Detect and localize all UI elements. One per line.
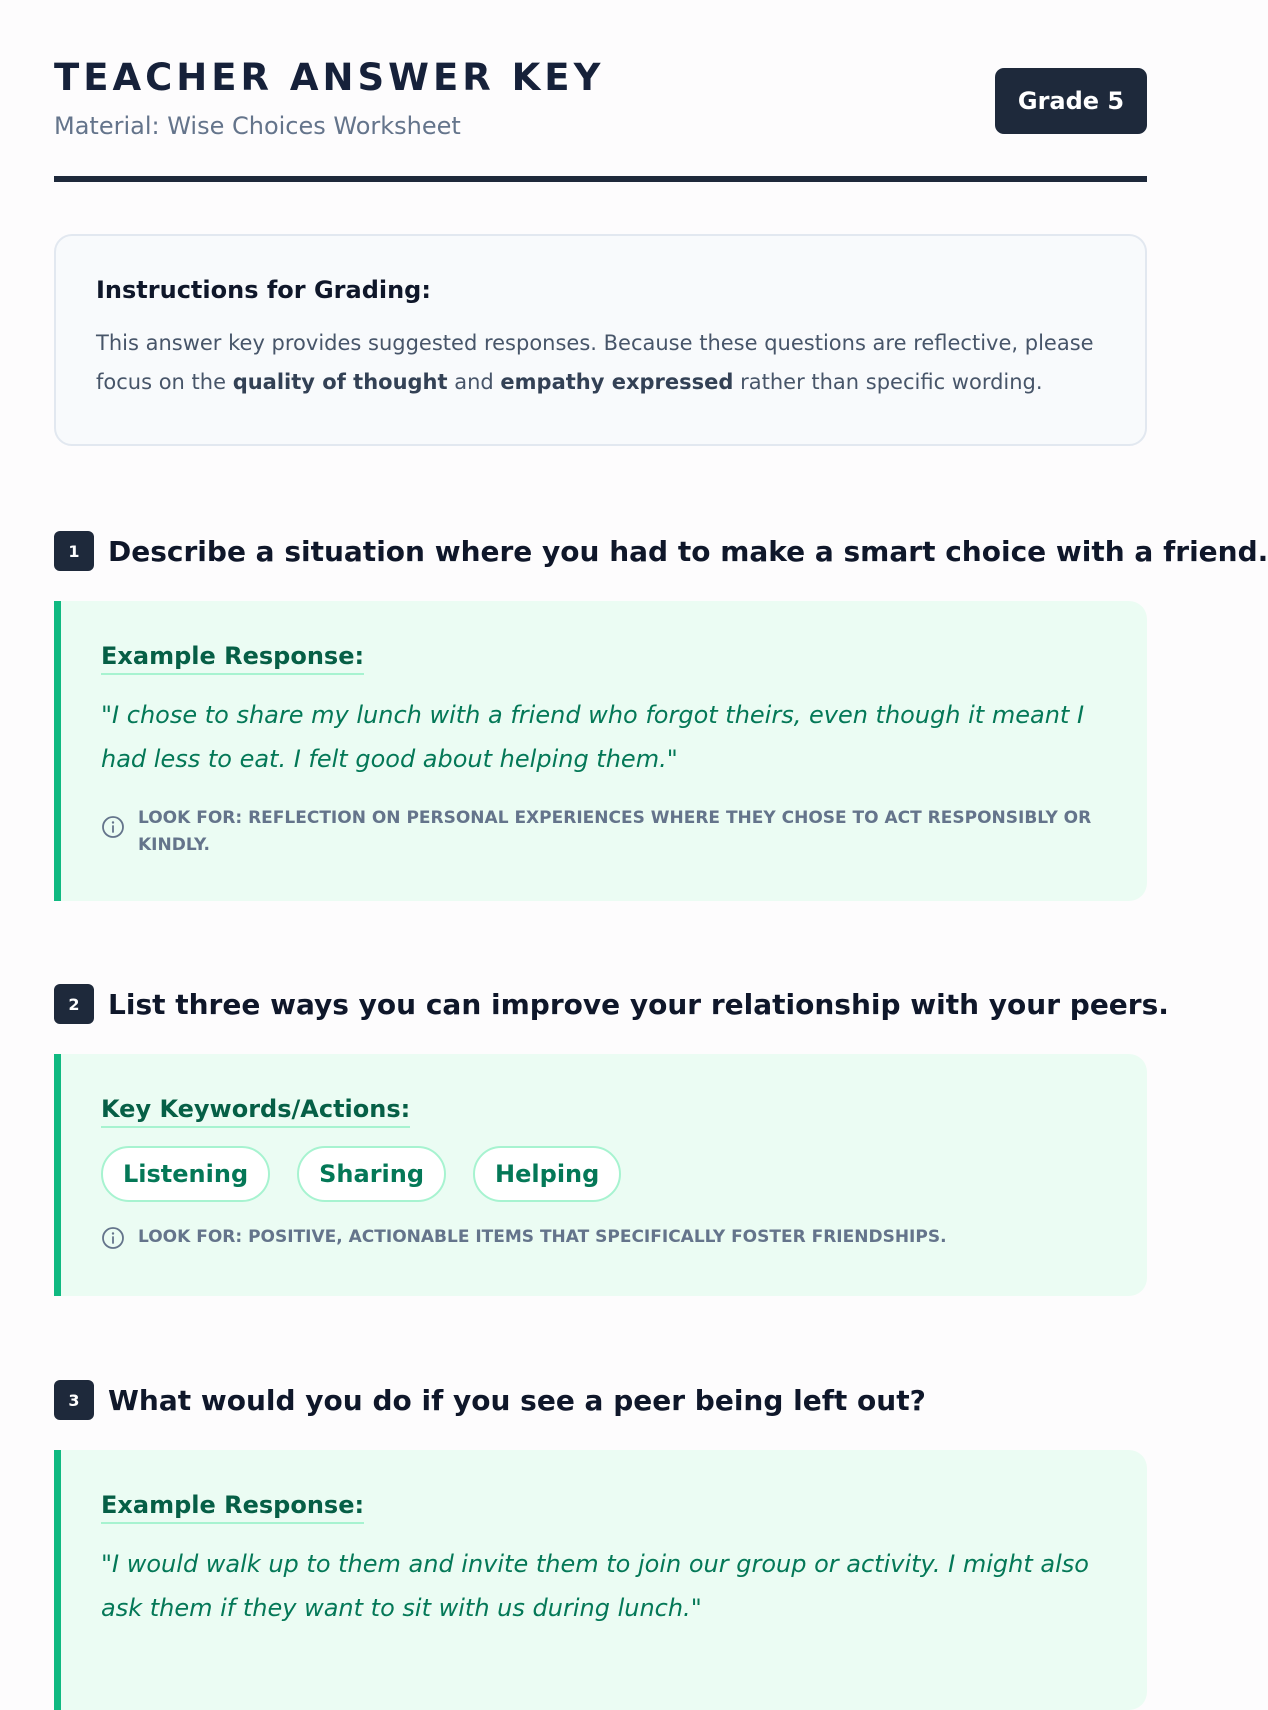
- question-number-badge: 1: [54, 531, 94, 571]
- instructions-title: Instructions for Grading:: [96, 276, 431, 304]
- keyword-chips: [101, 1146, 1107, 1202]
- question-text: Describe a situation where you had to make a smart choice with a friend.: [108, 534, 1268, 568]
- look-for-text: LOOK FOR: REFLECTION ON PERSONAL EXPERIENCES WHERE THEY CHOSE TO ACT RESPONSIBLY OR KINDLY.: [138, 808, 1092, 855]
- instructions-emphasis: empathy expressed: [500, 370, 734, 394]
- answer-box-3: [54, 1450, 1147, 1710]
- answer-label: Example Response:: [101, 641, 364, 675]
- look-for-note: [101, 805, 1107, 859]
- page-subtitle: Material: Wise Choices Worksheet: [54, 112, 461, 140]
- question-1: [54, 531, 1268, 571]
- question-3: [54, 1380, 1147, 1420]
- grade-badge: Grade 5: [995, 68, 1147, 134]
- keyword-chip: Sharing: [297, 1146, 446, 1202]
- instructions-text: and: [447, 370, 501, 394]
- question-text: List three ways you can improve your relationship with your peers.: [108, 987, 1169, 1021]
- example-response-text: "I would walk up to them and invite them to join our group or activity. I might also ask them if they want to sit with us during lunch.": [101, 1550, 1089, 1622]
- look-for-note: [101, 1224, 1107, 1251]
- question-number-badge: 2: [54, 984, 94, 1024]
- answer-box-2: [54, 1054, 1147, 1296]
- header: [54, 56, 1147, 182]
- info-circle-icon: [101, 1226, 125, 1250]
- instructions-body: [96, 324, 1105, 402]
- example-response-text: "I chose to share my lunch with a friend who forgot theirs, even though it meant I had less to eat. I felt good about helping them.": [101, 701, 1085, 773]
- answer-label: Example Response:: [101, 1490, 364, 1524]
- look-for-text: LOOK FOR: POSITIVE, ACTIONABLE ITEMS THAT SPECIFICALLY FOSTER FRIENDSHIPS.: [138, 1227, 947, 1247]
- instructions-box: [54, 234, 1147, 446]
- answer-box-1: [54, 601, 1147, 901]
- question-text: What would you do if you see a peer being left out?: [108, 1383, 926, 1417]
- question-2: [54, 984, 1169, 1024]
- keyword-chip: Helping: [473, 1146, 621, 1202]
- instructions-text: This answer key provides suggested responses. Because these questions are reflective, please focus on the: [96, 331, 1094, 394]
- keyword-chip: Listening: [101, 1146, 270, 1202]
- instructions-emphasis: quality of thought: [232, 370, 448, 394]
- instructions-text: rather than specific wording.: [733, 370, 1043, 394]
- question-number-badge: 3: [54, 1380, 94, 1420]
- info-circle-icon: [101, 815, 125, 839]
- page-title: TEACHER ANSWER KEY: [54, 56, 605, 99]
- answer-label: Key Keywords/Actions:: [101, 1094, 410, 1128]
